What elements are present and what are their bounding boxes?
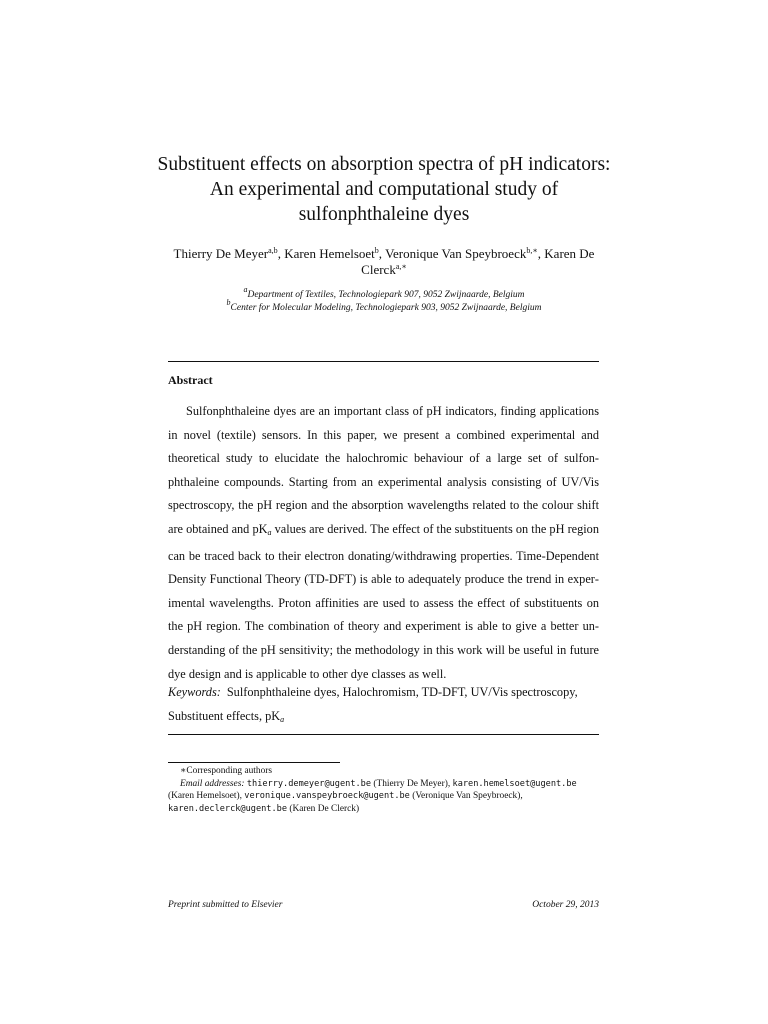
title-line-1: Substituent effects on absorption spectra of pH indicators: — [157, 154, 611, 175]
abstract-bottom-rule — [168, 734, 599, 735]
keywords — [168, 681, 599, 731]
affiliation-mark: b — [226, 298, 231, 307]
paper-title — [120, 152, 648, 227]
email-addresses — [168, 778, 601, 816]
affiliations — [120, 285, 648, 315]
affiliation-a — [120, 285, 648, 302]
author-affiliation-mark: b — [374, 246, 379, 255]
abstract-subscript: a — [267, 527, 272, 537]
author-separator: , — [378, 246, 386, 261]
affiliation-text: Center for Molecular Modeling, Technologiepark 903, 9052 Zwijnaarde, Belgium — [230, 303, 542, 313]
author-separator: , — [537, 246, 545, 261]
abstract-heading: Abstract — [168, 373, 213, 387]
email-label: Email addresses: — [180, 778, 245, 789]
footnote-rule — [168, 762, 340, 763]
affiliation-b — [120, 298, 648, 315]
abstract-top-rule — [168, 361, 599, 362]
author-separator: , — [277, 246, 285, 261]
author-affiliation-mark: b,∗ — [526, 246, 538, 255]
author-name: Karen De Clerck — [361, 246, 595, 277]
author-name: Veronique Van Speybroeck — [385, 246, 527, 261]
email-person: (Karen Hemelsoet), — [168, 791, 242, 802]
abstract-text-part-2: values are derived. The effect of the substituents on the pH region can be traced back to their electron donating/withdrawing properties. Time-Dependent Density Functional Theory (TD-DFT) is able to adequately produce the trend in experimental wavelengths. Proton affinities are used to assess the effect of substituents on the pH region. The combination of theory and experiment is able to give a better understanding of the pH sensitivity; the methodology in this work will be useful in future dye design and is applicable to other dye classes as well. — [168, 521, 599, 681]
author-name: Thierry De Meyer — [173, 246, 269, 261]
email-person: (Veronique Van Speybroeck), — [412, 791, 523, 802]
email-link[interactable]: veronique.vanspeybroeck@ugent.be — [244, 791, 410, 802]
preprint-note: Preprint submitted to Elsevier — [168, 900, 283, 910]
keywords-label: Keywords: — [168, 685, 221, 699]
email-person: (Karen De Clerck) — [289, 803, 360, 814]
email-link[interactable]: karen.hemelsoet@ugent.be — [452, 778, 577, 789]
email-link[interactable]: thierry.demeyer@ugent.be — [246, 778, 372, 789]
footnote — [168, 765, 601, 815]
email-person: (Thierry De Meyer), — [373, 778, 451, 789]
author-list — [170, 246, 598, 278]
affiliation-mark: a — [243, 285, 248, 294]
author-affiliation-mark: a,b — [268, 246, 278, 255]
abstract-body — [168, 400, 599, 686]
affiliation-text: Department of Textiles, Technologiepark 907, 9052 Zwijnaarde, Belgium — [247, 290, 525, 300]
corresponding-note: ∗Corresponding authors — [180, 766, 273, 776]
keywords-subscript: a — [280, 714, 285, 724]
preprint-date: October 29, 2013 — [532, 900, 599, 910]
author-name: Karen Hemelsoet — [284, 246, 375, 261]
keywords-text: Sulfonphthaleine dyes, Halochromism, TD-DFT, UV/Vis spectroscopy, Substituent effects, pK — [168, 685, 578, 723]
email-link[interactable]: karen.declerck@ugent.be — [168, 803, 287, 814]
title-line-2: An experimental and computational study of — [209, 179, 559, 200]
abstract-text-part-1: Sulfonphthaleine dyes are an important class of pH indicators, finding applications in novel (textile) sensors. In this paper, we present a combined experimental and theoretical study to elucidate the halochromic behaviour of a large set of sulfonphthaleine compounds. Starting from an experimental analysis consisting of UV/Vis spectroscopy, the pH region and the absorption wavelengths related to the colour shift are obtained and pK — [168, 404, 599, 536]
author-affiliation-mark: a,∗ — [395, 262, 407, 271]
title-line-3: sulfonphthaleine dyes — [298, 204, 470, 225]
